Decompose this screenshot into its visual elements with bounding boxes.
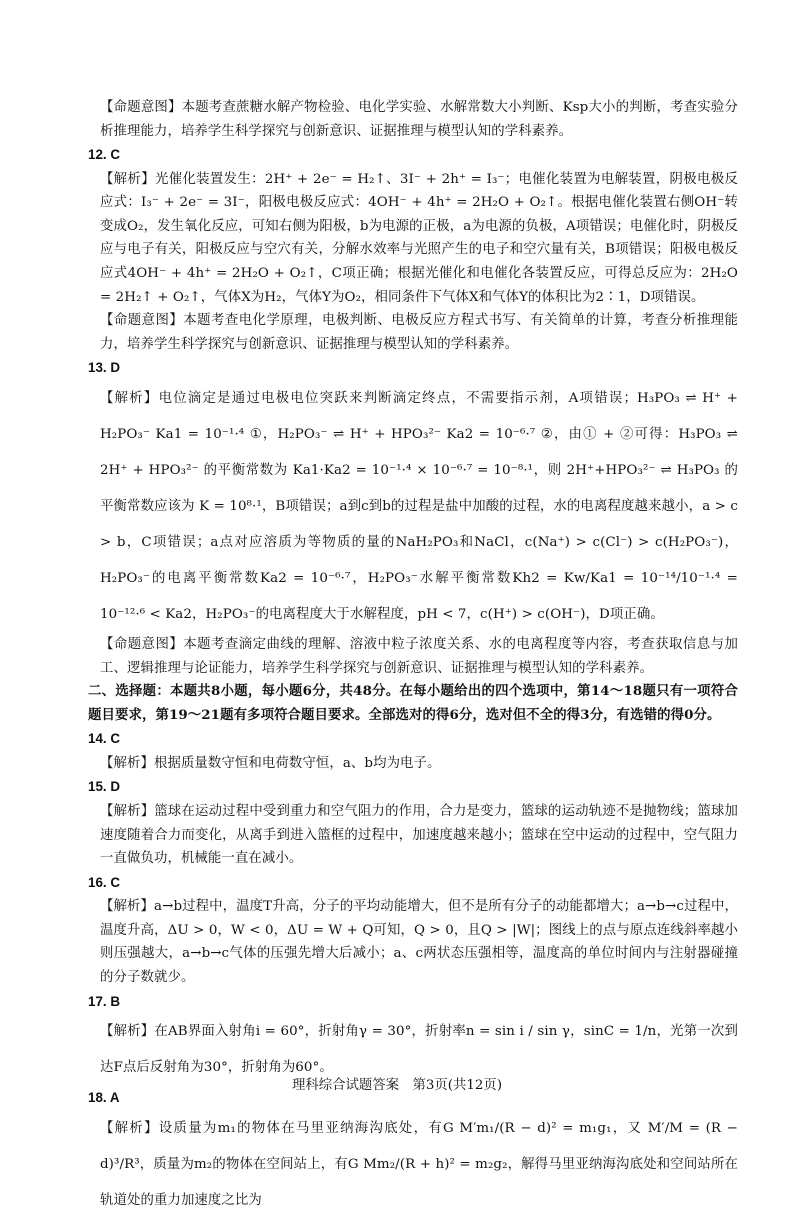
intent-note-11: 【命题意图】本题考查蔗糖水解产物检验、电化学实验、水解常数大小判断、Ksp大小的判断，考查实验分析推理能力，培养学生科学探究与创新意识、证据推理与模型认知的学科素养。	[100, 100, 738, 139]
answer-13: 13. D	[88, 360, 121, 376]
analysis-17: 【解析】在AB界面入射角i = 60°，折射角γ = 30°，折射率n = sin i / sin γ，sinC = 1/n，光第一次到达F点后反射角为30°，折射角为60°。	[100, 1024, 738, 1076]
answer-12: 12. C	[88, 147, 121, 163]
analysis-13: 【解析】电位滴定是通过电极电位突跃来判断滴定终点，不需要指示剂，A项错误；H₃PO₃ ⇌ H⁺ + H₂PO₃⁻ Ka1 = 10⁻¹·⁴ ①，H₂PO₃⁻ ⇌ H⁺ + HPO₃²⁻ Ka2 = 10⁻⁶·⁷ ②，由① + ②可得：H₃PO₃ ⇌ 2H⁺ + HPO₃²⁻ 的平衡常数为 Ka1·Ka2 = 10⁻¹·⁴ × 10⁻⁶·⁷ = 10⁻⁸·¹，则 2H⁺+HPO₃²⁻ ⇌ H₃PO₃ 的平衡常数应该为 K = 10⁸·¹，B项错误；a到c到b的过程是盐中加酸的过程，水的电离程度越来越小，a > c > b，C项错误；a点对应溶质为等物质的量的NaH₂PO₃和NaCl，c(Na⁺) > c(Cl⁻) > c(H₂PO₃⁻)，H₂PO₃⁻的电离平衡常数Ka2 = 10⁻⁶·⁷，H₂PO₃⁻水解平衡常数Kh2 = Kw/Ka1 = 10⁻¹⁴/10⁻¹·⁴ = 10⁻¹²·⁶ < Ka2，H₂PO₃⁻的电离程度大于水解程度，pH < 7，c(H⁺) > c(OH⁻)，D项正确。	[100, 390, 738, 622]
analysis-14: 【解析】根据质量数守恒和电荷数守恒，a、b均为电子。	[100, 755, 441, 771]
analysis-15: 【解析】篮球在运动过程中受到重力和空气阻力的作用，合力是变力，篮球的运动轨迹不是抛物线；篮球加速度随着合力而变化，从离手到进入篮框的过程中，加速度越来越小；篮球在空中运动的过程中，空气阻力一直做负功，机械能一直在减小。	[100, 803, 738, 867]
answer-page	[88, 96, 738, 1219]
answer-18: 18. A	[88, 1090, 120, 1106]
intent-note-12: 【命题意图】本题考查电化学原理，电极判断、电极反应方程式书写、有关简单的计算，考查分析推理能力，培养学生科学探究与创新意识、证据推理与模型认知的学科素养。	[100, 313, 738, 352]
answer-17: 17. B	[88, 993, 121, 1009]
answer-16: 16. C	[88, 874, 121, 890]
intent-note-13: 【命题意图】本题考查滴定曲线的理解、溶液中粒子浓度关系、水的电离程度等内容，考查获取信息与加工、逻辑推理与论证能力，培养学生科学探究与创新意识、证据推理与模型认知的学科素养。	[100, 636, 738, 676]
analysis-18: 【解析】设质量为m₁的物体在马里亚纳海沟底处，有G M′m₁/(R − d)² = m₁g₁，又 M′/M = (R − d)³/R³，质量为m₂的物体在空间站上，有G Mm₂/(R + h)² = m₂g₂，解得马里亚纳海沟底处和空间站所在轨道处的重力加速度之比为	[100, 1120, 738, 1208]
page-footer: 理科综合试题答案 第3页(共12页)	[291, 1078, 503, 1093]
section-heading-multiple-choice: 二、选择题：本题共8小题，每小题6分，共48分。在每小题给出的四个选项中，第14～18题只有一项符合题目要求，第19～21题有多项符合题目要求。全部选对的得6分，选对但不全的得3分，有选错的得0分。	[88, 683, 738, 723]
answer-15: 15. D	[88, 779, 121, 795]
analysis-12: 【解析】光催化装置发生：2H⁺ + 2e⁻ = H₂↑、3I⁻ + 2h⁺ = I₃⁻；电催化装置为电解装置，阴极电极反应式：I₃⁻ + 2e⁻ = 3I⁻，阳极电极反应式：4OH⁻ + 4h⁺ = 2H₂O + O₂↑。根据电催化装置右侧OH⁻转变成O₂，发生氧化反应，可知右侧为阳极，b为电源的正极，a为电源的负极，A项错误；电催化时，阴极反应与电子有关，阳极反应与空穴有关，分解水效率与光照产生的电子和空穴量有关，B项错误；阳极电极反应式4OH⁻ + 4h⁺ = 2H₂O + O₂↑，C项正确；根据光催化和电催化各装置反应，可得总反应为：2H₂O = 2H₂↑ + O₂↑，气体X为H₂，气体Y为O₂，相同条件下气体X和气体Y的体积比为2∶1，D项错误。	[100, 171, 738, 305]
analysis-16: 【解析】a→b过程中，温度T升高，分子的平均动能增大，但不是所有分子的动能都增大；a→b→c过程中，温度升高，ΔU > 0，W < 0，ΔU = W + Q可知，Q > 0，且Q > |W|；图线上的点与原点连线斜率越小则压强越大，a→b→c气体的压强先增大后减小；a、c两状态压强相等，温度高的单位时间内与注射器碰撞的分子数就少。	[100, 899, 738, 985]
answer-14: 14. C	[88, 731, 121, 747]
